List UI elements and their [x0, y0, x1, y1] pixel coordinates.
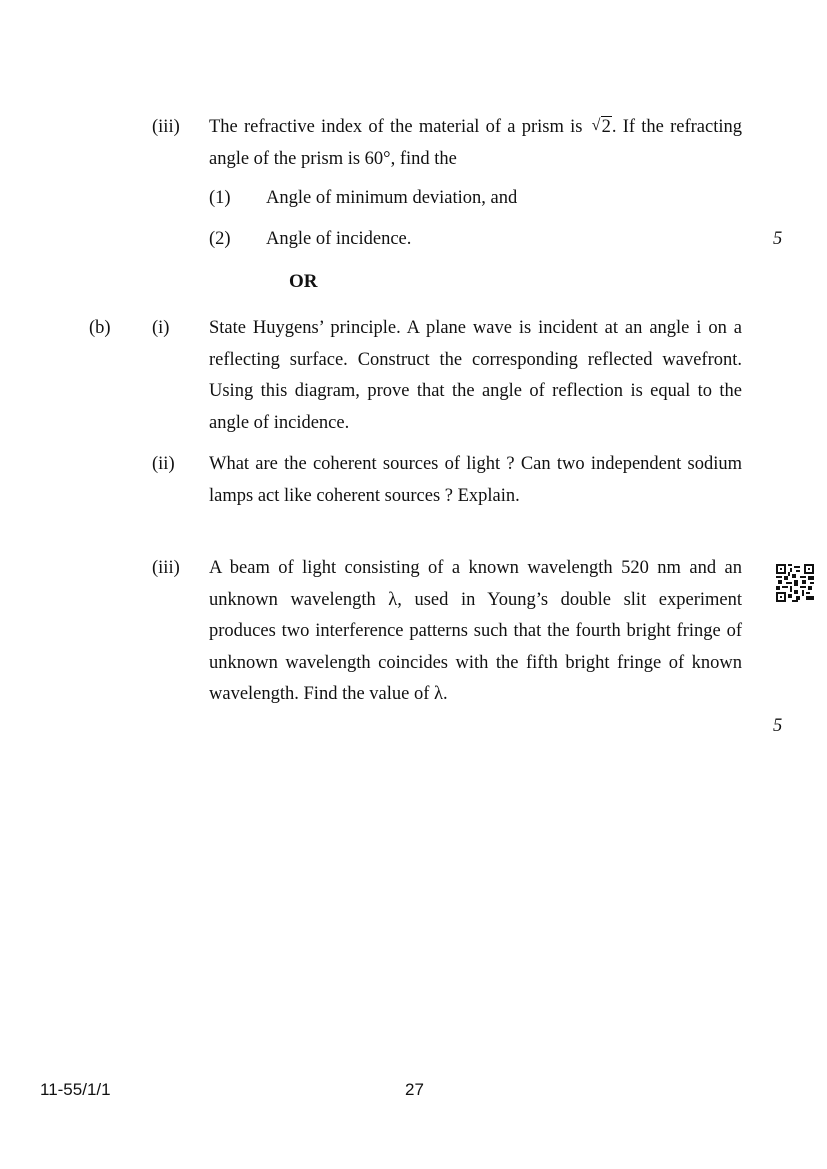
- sqrt-value: 2: [601, 117, 611, 137]
- question-b-ii-text: What are the coherent sources of light ? Can two independent sodium lamps act like coherent sources ? Explain.: [209, 454, 742, 506]
- question-b-iii-text: A beam of light consisting of a known wavelength 520 nm and an unknown wavelength λ, used in Young’s double slit experiment produces two interference patterns such that the fourth bright fringe of unknown wavelength coincides with the fifth bright fringe of known wavelength. Find the value of λ.: [209, 558, 742, 704]
- question-a-iii-text-before: The refractive index of the material of a prism is: [209, 117, 583, 137]
- marks-b: 5: [773, 716, 783, 736]
- sub-item-text-2: Angle of incidence.: [266, 229, 412, 249]
- sub-item-label-1: (1): [209, 188, 231, 208]
- or-separator: OR: [289, 271, 318, 292]
- question-a-iii-text: [209, 112, 742, 175]
- question-b-i-text: State Huygens’ principle. A plane wave is incident at an angle i on a reflecting surface. Construct the corresponding reflected wavefront. Using this diagram, prove that the angle of reflection is equal to the angle of incidence.: [209, 318, 742, 433]
- footer-page-number: 27: [405, 1080, 424, 1099]
- part-label-b-iii: (iii): [152, 558, 180, 578]
- part-label-b-ii: (ii): [152, 454, 175, 474]
- footer-paper-code: 11-55/1/1: [40, 1080, 111, 1099]
- part-label-a-iii: (iii): [152, 117, 180, 137]
- qr-code-icon: [776, 564, 814, 602]
- sqrt-expression: [592, 112, 612, 144]
- section-label-b: (b): [89, 318, 111, 338]
- sub-item-text-1: Angle of minimum deviation, and: [266, 188, 518, 208]
- question-a-iii-text-after: . If the refracting angle of the prism is 60°, find the: [209, 117, 743, 169]
- marks-a: 5: [773, 229, 783, 249]
- sqrt-icon: √: [591, 117, 601, 134]
- sub-item-label-2: (2): [209, 229, 231, 249]
- part-label-b-i: (i): [152, 318, 170, 338]
